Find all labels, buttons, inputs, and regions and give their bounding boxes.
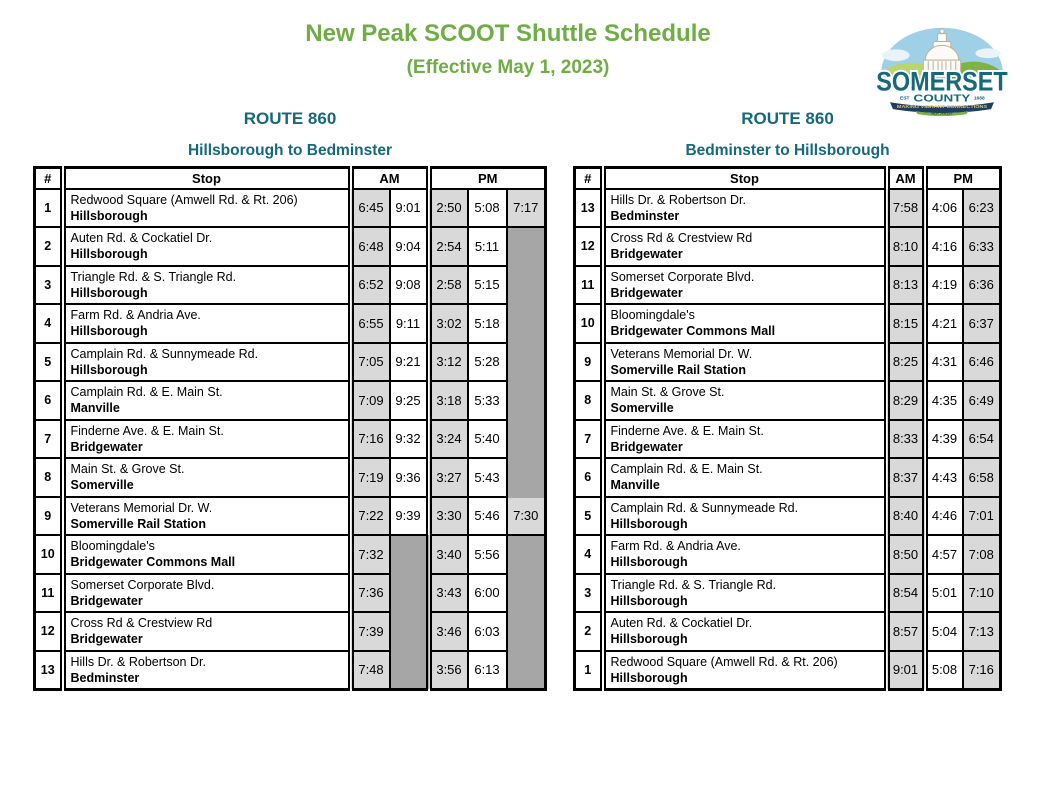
stop-number: 2 <box>575 612 603 651</box>
table-row <box>575 497 1001 536</box>
stop-cell <box>63 227 351 266</box>
stop-cell <box>63 497 351 536</box>
time-cell: 6:36 <box>963 266 1001 305</box>
logo-est-year: 1688 <box>973 96 985 102</box>
stop-cell <box>63 612 351 651</box>
table-row <box>35 574 546 613</box>
time-cell: 7:16 <box>963 651 1001 690</box>
time-cell: 8:40 <box>887 497 925 536</box>
stop-name: Somerset Corporate Blvd. <box>70 577 215 592</box>
time-cell: 5:15 <box>468 266 507 305</box>
page-title: New Peak SCOOT Shuttle Schedule <box>305 20 711 47</box>
stop-cell <box>63 535 351 574</box>
stop-cell <box>603 574 887 613</box>
stop-number: 8 <box>35 458 63 497</box>
table-row <box>35 227 546 266</box>
time-cell: 5:33 <box>468 381 507 420</box>
time-cell: 8:33 <box>887 420 925 459</box>
stop-city: Hillsborough <box>610 632 688 647</box>
time-cell: 7:16 <box>351 420 390 459</box>
schedule-bedminster-to-hillsborough <box>573 109 1002 691</box>
time-cell: 5:08 <box>925 651 963 690</box>
stop-name: Main St. & Grove St. <box>610 385 725 400</box>
table-row <box>35 612 546 651</box>
time-cell: 9:01 <box>887 651 925 690</box>
time-cell: 2:58 <box>429 266 468 305</box>
no-service-cell <box>390 612 429 651</box>
stop-name: Somerset Corporate Blvd. <box>610 269 755 284</box>
stop-cell <box>603 612 887 651</box>
stop-name: Cross Rd & Crestview Rd <box>70 616 213 631</box>
time-cell: 9:04 <box>390 227 429 266</box>
stop-number: 9 <box>575 343 603 382</box>
time-cell: 2:50 <box>429 189 468 228</box>
time-cell: 3:56 <box>429 651 468 690</box>
no-service-cell <box>390 651 429 690</box>
stop-number: 8 <box>575 381 603 420</box>
time-cell: 4:43 <box>925 458 963 497</box>
time-cell: 5:46 <box>468 497 507 536</box>
table-row <box>35 497 546 536</box>
time-cell: 9:36 <box>390 458 429 497</box>
stop-cell <box>603 266 887 305</box>
stop-name: Auten Rd. & Cockatiel Dr. <box>610 616 753 631</box>
time-cell: 5:56 <box>468 535 507 574</box>
time-cell: 7:17 <box>507 189 546 228</box>
stop-name: Hills Dr. & Robertson Dr. <box>70 654 206 669</box>
time-cell: 3:18 <box>429 381 468 420</box>
schedules <box>0 109 1047 691</box>
stop-name: Bloomingdale's <box>610 308 695 323</box>
stop-cell <box>63 420 351 459</box>
stop-name: Cross Rd & Crestview Rd <box>610 231 753 246</box>
stop-name: Veterans Memorial Dr. W. <box>70 500 213 515</box>
stop-cell <box>63 651 351 690</box>
time-cell: 5:28 <box>468 343 507 382</box>
stop-number: 7 <box>575 420 603 459</box>
stop-number: 7 <box>35 420 63 459</box>
stop-name: Triangle Rd. & S. Triangle Rd. <box>610 577 777 592</box>
time-cell: 4:19 <box>925 266 963 305</box>
table-row <box>575 227 1001 266</box>
time-cell: 7:13 <box>963 612 1001 651</box>
no-service-cell <box>507 612 546 651</box>
table-row <box>35 266 546 305</box>
time-cell: 8:25 <box>887 343 925 382</box>
stop-number: 3 <box>575 574 603 613</box>
stop-city: Hillsborough <box>70 324 148 339</box>
col-header-pm: PM <box>925 168 1001 189</box>
stop-cell <box>63 458 351 497</box>
time-cell: 6:45 <box>351 189 390 228</box>
stop-cell <box>603 497 887 536</box>
time-cell: 7:32 <box>351 535 390 574</box>
col-header-number: # <box>35 168 63 189</box>
time-cell: 7:36 <box>351 574 390 613</box>
schedule-table <box>33 166 547 691</box>
time-cell: 9:25 <box>390 381 429 420</box>
stop-city: Bridgewater <box>610 439 683 454</box>
logo-name-top: SOMERSET <box>876 66 1008 97</box>
time-cell: 9:21 <box>390 343 429 382</box>
logo-name-bottom: COUNTY <box>913 93 971 105</box>
time-cell: 6:55 <box>351 304 390 343</box>
table-row <box>35 189 546 228</box>
time-cell: 6:13 <box>468 651 507 690</box>
stop-name: Farm Rd. & Andria Ave. <box>70 308 201 323</box>
stop-cell <box>603 651 887 690</box>
time-cell: 7:08 <box>963 535 1001 574</box>
somerset-county-logo-art <box>866 16 1018 118</box>
time-cell: 4:46 <box>925 497 963 536</box>
table-row <box>575 266 1001 305</box>
time-cell: 7:09 <box>351 381 390 420</box>
col-header-stop: Stop <box>603 168 887 189</box>
time-cell: 8:37 <box>887 458 925 497</box>
time-cell: 7:01 <box>963 497 1001 536</box>
stop-number: 6 <box>575 458 603 497</box>
stop-cell <box>603 227 887 266</box>
time-cell: 2:54 <box>429 227 468 266</box>
table-row <box>35 420 546 459</box>
time-cell: 5:08 <box>468 189 507 228</box>
no-service-cell <box>507 381 546 420</box>
table-row <box>35 304 546 343</box>
time-cell: 4:57 <box>925 535 963 574</box>
stop-name: Hills Dr. & Robertson Dr. <box>610 192 746 207</box>
no-service-cell <box>507 420 546 459</box>
header-row <box>575 168 1001 189</box>
time-cell: 3:43 <box>429 574 468 613</box>
no-service-cell <box>507 574 546 613</box>
stop-number: 10 <box>575 304 603 343</box>
time-cell: 4:35 <box>925 381 963 420</box>
no-service-cell <box>390 535 429 574</box>
stop-city: Hillsborough <box>70 285 148 300</box>
time-cell: 6:00 <box>468 574 507 613</box>
route-heading: ROUTE 860 <box>243 109 337 128</box>
stop-city: Manville <box>610 478 660 493</box>
table-row <box>575 535 1001 574</box>
time-cell: 4:16 <box>925 227 963 266</box>
table-row <box>575 304 1001 343</box>
time-cell: 4:39 <box>925 420 963 459</box>
no-service-cell <box>507 304 546 343</box>
stop-name: Main St. & Grove St. <box>70 462 185 477</box>
stop-number: 13 <box>575 189 603 228</box>
time-cell: 5:01 <box>925 574 963 613</box>
logo-state-text: NEW JERSEY <box>931 111 953 116</box>
time-cell: 6:52 <box>351 266 390 305</box>
time-cell: 6:54 <box>963 420 1001 459</box>
time-cell: 8:29 <box>887 381 925 420</box>
stop-number: 6 <box>35 381 63 420</box>
stop-city: Bridgewater <box>70 439 143 454</box>
time-cell: 7:22 <box>351 497 390 536</box>
col-header-am: AM <box>887 168 925 189</box>
time-cell: 4:31 <box>925 343 963 382</box>
time-cell: 7:19 <box>351 458 390 497</box>
time-cell: 5:43 <box>468 458 507 497</box>
direction-heading: Hillsborough to Bedminster <box>187 142 393 159</box>
stop-city: Bedminster <box>70 670 140 685</box>
direction-heading: Bedminster to Hillsborough <box>685 142 890 159</box>
stop-city: Bridgewater Commons Mall <box>610 324 776 339</box>
stop-city: Manville <box>70 401 120 416</box>
time-cell: 8:13 <box>887 266 925 305</box>
no-service-cell <box>507 343 546 382</box>
stop-name: Veterans Memorial Dr. W. <box>610 346 753 361</box>
stop-cell <box>603 343 887 382</box>
route-heading: ROUTE 860 <box>741 109 834 128</box>
stop-city: Hillsborough <box>70 362 148 377</box>
stop-name: Triangle Rd. & S. Triangle Rd. <box>70 269 237 284</box>
stop-number: 5 <box>35 343 63 382</box>
stop-name: Finderne Ave. & E. Main St. <box>610 423 764 438</box>
time-cell: 8:15 <box>887 304 925 343</box>
stop-number: 1 <box>35 189 63 228</box>
time-cell: 7:58 <box>887 189 925 228</box>
stop-city: Hillsborough <box>70 208 148 223</box>
schedule-table <box>573 166 1002 691</box>
time-cell: 7:48 <box>351 651 390 690</box>
time-cell: 6:58 <box>963 458 1001 497</box>
stop-number: 11 <box>35 574 63 613</box>
stop-city: Somerville <box>610 401 674 416</box>
stop-cell <box>63 189 351 228</box>
time-cell: 5:40 <box>468 420 507 459</box>
time-cell: 4:21 <box>925 304 963 343</box>
col-header-am: AM <box>351 168 429 189</box>
stop-number: 13 <box>35 651 63 690</box>
somerset-county-logo <box>866 16 1018 118</box>
time-cell: 4:06 <box>925 189 963 228</box>
table-row <box>575 574 1001 613</box>
table-row <box>35 535 546 574</box>
stop-name: Farm Rd. & Andria Ave. <box>610 539 741 554</box>
stop-number: 12 <box>575 227 603 266</box>
header-row <box>35 168 546 189</box>
stop-name: Redwood Square (Amwell Rd. & Rt. 206) <box>610 654 838 669</box>
time-cell: 3:30 <box>429 497 468 536</box>
time-cell: 5:04 <box>925 612 963 651</box>
logo-banner-text: MAKING VIBRANT CONNECTIONS <box>896 104 988 110</box>
stop-city: Bridgewater <box>70 593 143 608</box>
time-cell: 9:32 <box>390 420 429 459</box>
time-cell: 8:50 <box>887 535 925 574</box>
stop-city: Bridgewater <box>70 632 143 647</box>
time-cell: 3:46 <box>429 612 468 651</box>
time-cell: 5:11 <box>468 227 507 266</box>
no-service-cell <box>507 227 546 266</box>
stop-number: 4 <box>575 535 603 574</box>
stop-city: Bridgewater <box>610 285 683 300</box>
time-cell: 7:10 <box>963 574 1001 613</box>
table-row <box>575 189 1001 228</box>
time-cell: 6:48 <box>351 227 390 266</box>
col-header-stop: Stop <box>63 168 351 189</box>
table-row <box>35 381 546 420</box>
stop-cell <box>603 458 887 497</box>
stop-name: Finderne Ave. & E. Main St. <box>70 423 224 438</box>
stop-name: Camplain Rd. & Sunnymeade Rd. <box>610 500 799 515</box>
stop-city: Bridgewater <box>610 247 683 262</box>
time-cell: 7:05 <box>351 343 390 382</box>
table-row <box>35 343 546 382</box>
no-service-cell <box>507 458 546 497</box>
no-service-cell <box>507 535 546 574</box>
table-row <box>575 651 1001 690</box>
schedule-hillsborough-to-bedminster <box>33 109 547 691</box>
time-cell: 8:54 <box>887 574 925 613</box>
stop-city: Bridgewater Commons Mall <box>70 555 236 570</box>
time-cell: 7:39 <box>351 612 390 651</box>
stop-city: Somerville Rail Station <box>70 516 206 531</box>
stop-cell <box>63 574 351 613</box>
page-subtitle: (Effective May 1, 2023) <box>406 57 610 78</box>
stop-cell <box>603 189 887 228</box>
no-service-cell <box>507 266 546 305</box>
stop-number: 1 <box>575 651 603 690</box>
stop-number: 2 <box>35 227 63 266</box>
stop-number: 11 <box>575 266 603 305</box>
table-row <box>35 651 546 690</box>
time-cell: 3:12 <box>429 343 468 382</box>
table-row <box>575 612 1001 651</box>
no-service-cell <box>390 574 429 613</box>
stop-city: Hillsborough <box>610 555 688 570</box>
time-cell: 3:02 <box>429 304 468 343</box>
table-row <box>575 420 1001 459</box>
stop-city: Bedminster <box>610 208 680 223</box>
stop-cell <box>603 535 887 574</box>
stop-number: 9 <box>35 497 63 536</box>
stop-name: Auten Rd. & Cockatiel Dr. <box>70 231 213 246</box>
stop-cell <box>63 381 351 420</box>
time-cell: 8:10 <box>887 227 925 266</box>
time-cell: 9:08 <box>390 266 429 305</box>
stop-name: Bloomingdale's <box>70 539 155 554</box>
stop-city: Hillsborough <box>610 670 688 685</box>
time-cell: 7:30 <box>507 497 546 536</box>
time-cell: 6:37 <box>963 304 1001 343</box>
stop-cell <box>603 381 887 420</box>
title-block <box>0 20 1016 79</box>
stop-number: 4 <box>35 304 63 343</box>
time-cell: 6:46 <box>963 343 1001 382</box>
time-cell: 5:18 <box>468 304 507 343</box>
document-header <box>0 0 1047 116</box>
stop-cell <box>63 266 351 305</box>
stop-cell <box>63 304 351 343</box>
col-header-number: # <box>575 168 603 189</box>
time-cell: 9:01 <box>390 189 429 228</box>
col-header-pm: PM <box>429 168 546 189</box>
stop-city: Somerville Rail Station <box>610 362 746 377</box>
stop-name: Redwood Square (Amwell Rd. & Rt. 206) <box>70 192 298 207</box>
stop-city: Hillsborough <box>610 593 688 608</box>
time-cell: 6:23 <box>963 189 1001 228</box>
table-row <box>575 381 1001 420</box>
logo-est-label: EST <box>899 96 910 102</box>
stop-number: 5 <box>575 497 603 536</box>
time-cell: 9:11 <box>390 304 429 343</box>
time-cell: 6:33 <box>963 227 1001 266</box>
stop-number: 12 <box>35 612 63 651</box>
time-cell: 3:24 <box>429 420 468 459</box>
time-cell: 6:03 <box>468 612 507 651</box>
stop-city: Hillsborough <box>610 516 688 531</box>
time-cell: 6:49 <box>963 381 1001 420</box>
stop-cell <box>603 304 887 343</box>
stop-city: Hillsborough <box>70 247 148 262</box>
stop-number: 10 <box>35 535 63 574</box>
stop-cell <box>603 420 887 459</box>
time-cell: 9:39 <box>390 497 429 536</box>
table-row <box>575 343 1001 382</box>
time-cell: 8:57 <box>887 612 925 651</box>
stop-number: 3 <box>35 266 63 305</box>
stop-name: Camplain Rd. & Sunnymeade Rd. <box>70 346 259 361</box>
stop-name: Camplain Rd. & E. Main St. <box>610 462 763 477</box>
table-row <box>35 458 546 497</box>
stop-cell <box>63 343 351 382</box>
no-service-cell <box>507 651 546 690</box>
time-cell: 3:40 <box>429 535 468 574</box>
table-row <box>575 458 1001 497</box>
time-cell: 3:27 <box>429 458 468 497</box>
stop-name: Camplain Rd. & E. Main St. <box>70 385 223 400</box>
stop-city: Somerville <box>70 478 134 493</box>
